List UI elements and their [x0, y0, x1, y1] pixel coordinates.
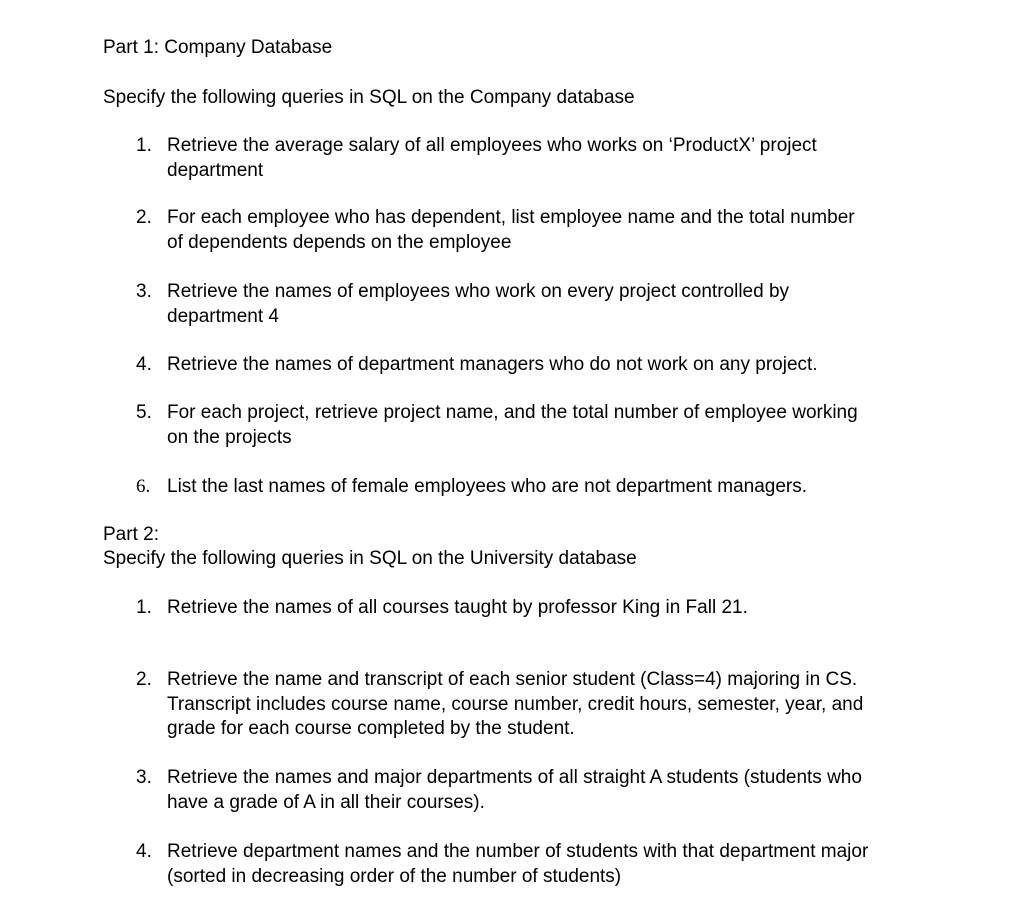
- item-text: Retrieve department names and the number of students with that department major (sorted in decreasing order of the number of students): [167, 841, 869, 887]
- item-text: Retrieve the names of department managers who do not work on any project.: [167, 354, 818, 375]
- item-number: 3.: [136, 281, 152, 302]
- item-text: Retrieve the average salary of all employees who works on ‘ProductX’ project department: [167, 135, 817, 181]
- item-text: Retrieve the names of employees who work on every project controlled by department 4: [167, 281, 790, 327]
- item-text: Retrieve the name and transcript of each senior student (Class=4) majoring in CS. Transcript includes course name, course number, credit hours, semester, year, and grade for each course completed by the student.: [167, 669, 864, 739]
- item-text: For each employee who has dependent, list employee name and the total number of dependents depends on the employee: [167, 207, 855, 253]
- part2-heading: Part 2:: [103, 524, 159, 545]
- part1-intro: Specify the following queries in SQL on the Company database: [103, 87, 635, 108]
- item-number: 1.: [136, 597, 152, 618]
- item-number: 5.: [136, 402, 152, 423]
- item-number: 3.: [136, 767, 152, 788]
- item-text: Retrieve the names and major departments of all straight A students (students who have a grade of A in all their courses).: [167, 767, 862, 813]
- item-number: 1.: [136, 135, 152, 156]
- item-number: 2.: [136, 207, 152, 228]
- item-number: 6.: [136, 476, 151, 497]
- item-number: 4.: [136, 841, 152, 862]
- item-text: List the last names of female employees who are not department managers.: [167, 476, 808, 497]
- part1-heading: Part 1: Company Database: [103, 37, 333, 58]
- item-number: 4.: [136, 354, 152, 375]
- item-text: Retrieve the names of all courses taught by professor King in Fall 21.: [167, 597, 748, 618]
- item-number: 2.: [136, 669, 152, 690]
- part2-intro: Specify the following queries in SQL on the University database: [103, 548, 637, 569]
- item-text: For each project, retrieve project name, and the total number of employee working on the projects: [167, 402, 858, 448]
